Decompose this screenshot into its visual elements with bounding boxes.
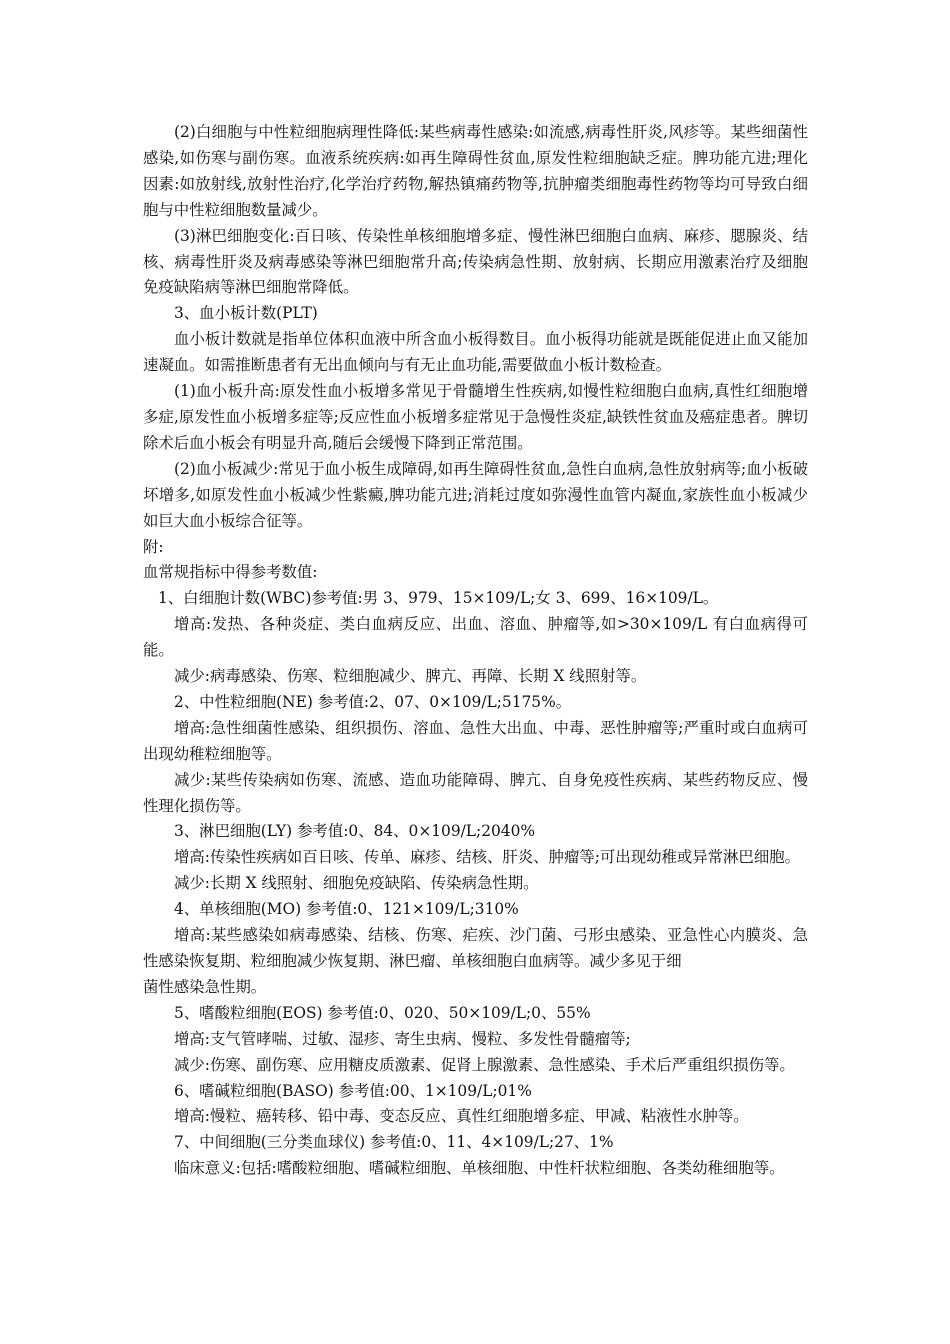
item-mid-reference: 7、中间细胞(三分类血球仪) 参考值:0、11、4×109/L;27、1% xyxy=(174,1133,614,1152)
item-eos-reference: 5、嗜酸粒细胞(EOS) 参考值:0、020、50×109/L;0、55% xyxy=(174,1003,591,1022)
item-ly-decrease: 减少:长期 X 线照射、细胞免疫缺陷、传染病急性期。 xyxy=(174,874,539,893)
item-mo-increase: 增高:某些感染如病毒感染、结核、伤寒、疟疾、沙门菌、弓形虫感染、亚急性心内膜炎、急性感染恢复期、粒细胞减少恢复期、淋巴瘤、单核细胞白血病等。减少多见于细 xyxy=(143,926,808,970)
item-baso-increase: 增高:慢粒、癌转移、铅中毒、变态反应、真性红细胞增多症、甲减、粘液性水肿等。 xyxy=(174,1107,749,1126)
item-ne-increase: 增高:急性细菌性感染、组织损伤、溶血、急性大出血、中毒、恶性肿瘤等;严重时或白血病可出现幼稚粒细胞等。 xyxy=(143,718,808,763)
document-body xyxy=(143,120,808,1182)
item-wbc-increase: 增高:发热、各种炎症、类白血病反应、出血、溶血、肿瘤等,如>30×109/L 有白血病得可能。 xyxy=(143,615,808,660)
paragraph-plt-definition: 血小板计数就是指单位体积血液中所含血小板得数目。血小板得功能就是既能促进止血又能加速凝血。如需推断患者有无出血倾向与有无止血功能,需要做血小板计数检查。 xyxy=(143,330,808,375)
item-ne-reference: 2、中性粒细胞(NE) 参考值:2、07、0×109/L;5175%。 xyxy=(174,692,572,711)
item-ly-reference: 3、淋巴细胞(LY) 参考值:0、84、0×109/L;2040% xyxy=(174,822,536,841)
item-mo-decrease: 菌性感染急性期。 xyxy=(143,977,267,996)
paragraph-lymphocyte-change: (3)淋巴细胞变化:百日咳、传染性单核细胞增多症、慢性淋巴细胞白血病、麻疹、腮腺炎、结核、病毒性肝炎及病毒感染等淋巴细胞常升高;传染病急性期、放射病、长期应用激素治疗及细胞免疫缺陷病等淋巴细胞常降低。 xyxy=(143,226,808,297)
item-ne-decrease: 减少:某些传染病如伤寒、流感、造血功能障碍、脾亢、自身免疫性疾病、某些药物反应、慢性理化损伤等。 xyxy=(143,770,808,815)
paragraph-plt-increase: (1)血小板升高:原发性血小板增多常见于骨髓增生性疾病,如慢性粒细胞白血病,真性红细胞增多症,原发性血小板增多症等;反应性血小板增多症常见于急慢性炎症,缺铁性贫血及癌症患者。脾切除术后血小板会有明显升高,随后会缓慢下降到正常范围。 xyxy=(143,382,808,452)
heading-plt: 3、血小板计数(PLT) xyxy=(174,304,318,323)
item-mid-clinical-significance: 临床意义:包括:嗜酸粒细胞、嗜碱粒细胞、单核细胞、中性杆状粒细胞、各类幼稚细胞等。 xyxy=(174,1159,785,1178)
paragraph-plt-decrease: (2)血小板减少:常见于血小板生成障碍,如再生障碍性贫血,急性白血病,急性放射病等;血小板破坏增多,如原发性血小板减少性紫癜,脾功能亢进;消耗过度如弥漫性血管内凝血,家族性血小板减少如巨大血小板综合征等。 xyxy=(143,459,808,530)
item-wbc-reference: 1、白细胞计数(WBC)参考值:男 3、979、15×109/L;女 3、699、16×109/L。 xyxy=(158,589,719,608)
appendix-label: 附: xyxy=(143,537,164,556)
reference-values-heading: 血常规指标中得参考数值: xyxy=(143,563,318,582)
item-eos-increase: 增高:支气管哮喘、过敏、湿疹、寄生虫病、慢粒、多发性骨髓瘤等; xyxy=(174,1029,631,1048)
item-wbc-decrease: 减少:病毒感染、伤寒、粒细胞减少、脾亢、再障、长期 X 线照射等。 xyxy=(174,667,647,686)
item-baso-reference: 6、嗜碱粒细胞(BASO) 参考值:00、1×109/L;01% xyxy=(174,1081,532,1100)
item-ly-increase: 增高:传染性疾病如百日咳、传单、麻疹、结核、肝炎、肿瘤等;可出现幼稚或异常淋巴细胞。 xyxy=(174,848,800,867)
paragraph-wbc-neutrophil-decrease: (2)白细胞与中性粒细胞病理性降低:某些病毒性感染:如流感,病毒性肝炎,风疹等。某些细菌性感染,如伤寒与副伤寒。血液系统疾病:如再生障碍性贫血,原发性粒细胞缺乏症。脾功能亢进;理化因素:如放射线,放射性治疗,化学治疗药物,解热镇痛药物等,抗肿瘤类细胞毒性药物等均可导致白细胞与中性粒细胞数量减少。 xyxy=(143,123,808,219)
item-mo-reference: 4、单核细胞(MO) 参考值:0、121×109/L;310% xyxy=(174,900,519,919)
item-eos-decrease: 减少:伤寒、副伤寒、应用糖皮质激素、促肾上腺激素、急性感染、手术后严重组织损伤等。 xyxy=(174,1055,795,1074)
